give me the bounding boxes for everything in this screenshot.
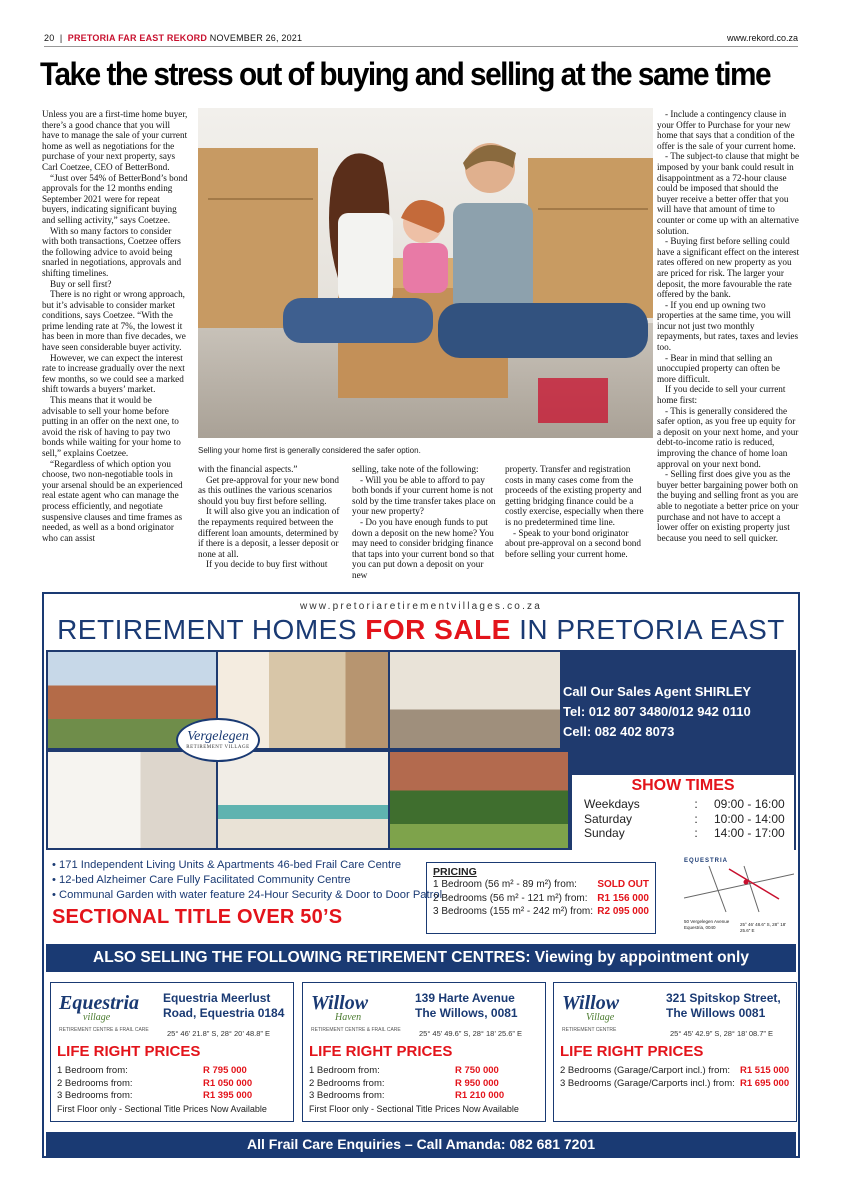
price-label: 1 Bedroom from: xyxy=(309,1065,380,1076)
page-number: 20 xyxy=(44,33,55,43)
show-times-table xyxy=(584,797,785,841)
centre-address: 321 Spitskop Street, The Willows 0081 xyxy=(666,991,781,1020)
article-paragraph: - Bear in mind that selling an unoccupied property can often be more difficult. xyxy=(657,352,780,384)
centre-logo: Equestria village RETIREMENT CENTRE & FRAIL CARE xyxy=(59,992,149,1033)
map-graphic xyxy=(684,864,794,914)
price-value: R1 395 000 xyxy=(203,1090,253,1101)
article-paragraph: selling, take note of the following: xyxy=(352,464,479,474)
map-address: 50 Vergelegen Avenue Equestria, 0040 xyxy=(684,919,730,930)
pricing-label: 3 Bedrooms (155 m² - 242 m²) from: xyxy=(433,906,594,917)
article-paragraph: - Will you be able to afford to pay both bonds if your current home is not sold by the time transfer takes place on your new property? xyxy=(352,474,496,517)
sales-telephone[interactable]: Tel: 012 807 3480/012 942 0110 xyxy=(563,704,751,719)
retirement-centre-card xyxy=(302,982,546,1122)
centre-logo: Willow Haven RETIREMENT CENTRE & FRAIL CARE xyxy=(311,992,401,1033)
pricing-row xyxy=(433,905,649,919)
page-header xyxy=(44,30,798,46)
article-paragraph: Buy or sell first? xyxy=(50,278,112,289)
lounge-photo xyxy=(390,652,560,748)
price-label: 1 Bedroom from: xyxy=(57,1065,128,1076)
life-right-price-list xyxy=(560,1065,790,1090)
centre-address: Equestria Meerlust Road, Equestria 0184 xyxy=(163,991,285,1020)
centre-coordinates: 25° 45’ 49.6” S, 28° 18’ 25.6” E xyxy=(419,1029,523,1038)
bedroom-photo xyxy=(218,752,388,848)
pricing-row xyxy=(433,892,649,906)
show-time-row xyxy=(584,812,785,827)
life-right-price-row xyxy=(57,1090,283,1103)
sectional-title-banner: SECTIONAL TITLE OVER 50’S xyxy=(52,906,343,928)
article-paragraph: - Speak to your bond originator about pre-approval on a second bond before selling your current home. xyxy=(505,527,641,559)
article-paragraph: - Include a contingency clause in your Offer to Purchase for your new home that says that a condition of the offer is the sale of your current home. xyxy=(657,109,796,151)
vergelegen-logo: Vergelegen RETIREMENT VILLAGE xyxy=(176,718,260,762)
ad-title: RETIREMENT HOMES FOR SALE IN PRETORIA EAST xyxy=(57,614,785,645)
article-paragraph: Get pre-approval for your new bond as this outlines the various scenarios should you buy first before selling. xyxy=(198,474,339,506)
family-photo-illustration xyxy=(198,108,653,438)
article-paragraph: - Buying first before selling could have a significant effect on the interest rates offered on new property as you are priced for risk. The larger your deposit, the more favourable the rate offered by the bank. xyxy=(657,236,800,300)
sales-cell[interactable]: Cell: 082 402 8073 xyxy=(563,724,675,739)
website-link[interactable]: www.rekord.co.za xyxy=(726,33,798,43)
article-paragraph: It will also give you an indication of the repayments required between the different loan amounts, determined by if there is a deposit, a lesser deposit or none at all. xyxy=(198,506,340,559)
article-column-5 xyxy=(657,109,801,543)
publication-name: PRETORIA FAR EAST REKORD xyxy=(67,33,208,43)
price-label: 2 Bedrooms (Garage/Carport incl.) from: xyxy=(560,1065,731,1076)
show-day: Saturday xyxy=(584,811,633,826)
life-right-price-list xyxy=(57,1065,283,1115)
centre-note: First Floor only - Sectional Title Prices Now Available xyxy=(57,1103,267,1114)
frail-care-banner[interactable]: All Frail Care Enquiries – Call Amanda: 082 681 7201 xyxy=(46,1132,796,1156)
article-column-4 xyxy=(505,464,651,559)
centre-coordinates: 25° 45’ 42.9” S, 28° 18’ 08.7” E xyxy=(670,1029,774,1038)
show-time: 09:00 - 16:00 xyxy=(714,797,785,811)
garden-photo xyxy=(390,752,568,848)
article-photo xyxy=(198,108,653,438)
article-paragraph: - This is generally considered the safer option, as you free up equity for a deposit on your next home, and your debt-to-income ratio is reduced, improving the chance of home loan approval on your next bond. xyxy=(657,405,799,469)
life-right-prices-title: LIFE RIGHT PRICES xyxy=(309,1043,453,1060)
sales-agent: Call Our Sales Agent SHIRLEY xyxy=(563,684,752,699)
life-right-price-row xyxy=(560,1065,790,1078)
article-column-3 xyxy=(352,464,498,581)
show-times-title: SHOW TIMES xyxy=(631,777,735,794)
article-paragraph: However, we can expect the interest rate to increase gradually over the next few months, so we could see a marked shift towards a buyers’ market. xyxy=(42,352,185,395)
article-paragraph: If you decide to buy first without xyxy=(206,559,328,570)
price-value: R 950 000 xyxy=(455,1077,499,1089)
article-paragraph: With so many factors to consider with both transactions, Coetzee offers the following advice to avoid being snarled in negotiations, approvals and shifting timelines. xyxy=(42,225,182,278)
show-time: 14:00 - 17:00 xyxy=(714,826,785,840)
pricing-box xyxy=(426,862,656,934)
show-day: Sunday xyxy=(584,826,625,840)
article-paragraph: If you decide to sell your current home first: xyxy=(657,384,786,406)
feature-item: • 12-bed Alzheimer Care Fully Facilitated Community Centre xyxy=(52,874,351,886)
photo-caption: Selling your home first is generally considered the safer option. xyxy=(198,446,421,455)
life-right-price-row xyxy=(309,1065,535,1078)
feature-item: • Communal Garden with water feature 24-Hour Security & Door to Door Patrol xyxy=(52,889,443,901)
price-label: 3 Bedrooms from: xyxy=(57,1090,133,1101)
centre-address: 139 Harte Avenue The Willows, 0081 xyxy=(415,991,518,1020)
article-paragraph: There is no right or wrong approach, but it’s advisable to consider market conditions, says Coetzee. “With the prime lending rate at 7%, the lowest it has been in more than five decades, we have seen considerable buyer activity. xyxy=(42,289,186,353)
show-time-row xyxy=(584,826,785,841)
price-value: R1 210 000 xyxy=(455,1090,505,1101)
article-column-1 xyxy=(42,109,188,543)
article-paragraph: - Do you have enough funds to put down a deposit on the new home? You may need to consider bridging finance that taps into your current bond so that you can put down a deposit on your new xyxy=(352,516,495,580)
issue-date: NOVEMBER 26, 2021 xyxy=(209,33,303,43)
price-label: 3 Bedrooms (Garage/Carports incl.) from: xyxy=(560,1077,735,1089)
centre-coordinates: 25° 46’ 21.8” S, 28° 20’ 48.8” E xyxy=(167,1029,271,1038)
show-separator: : xyxy=(694,811,698,826)
show-time-row xyxy=(584,797,785,812)
pricing-label: 1 Bedroom (56 m² - 89 m²) from: xyxy=(433,879,577,890)
pricing-label: 2 Bedrooms (56 m² - 121 m²) from: xyxy=(433,892,588,904)
show-times-box xyxy=(572,775,794,850)
bullet-icon: • xyxy=(52,889,60,901)
retirement-advertisement xyxy=(42,592,800,1158)
life-right-price-row xyxy=(309,1078,535,1091)
price-value: R 795 000 xyxy=(203,1065,247,1076)
price-label: 2 Bedrooms from: xyxy=(309,1077,385,1089)
pricing-value: R2 095 000 xyxy=(597,906,649,917)
article-paragraph: - The subject-to clause that might be imposed by your bank could result in disappointment as a 72-hour clause could be imposed that should the buyer receive a better offer that you will have that amount of time to counter or come up with an alternative solution. xyxy=(657,151,800,236)
sales-contact xyxy=(563,682,751,742)
pricing-title: PRICING xyxy=(433,866,477,878)
show-day: Weekdays xyxy=(584,797,640,811)
bullet-icon: • xyxy=(52,859,60,871)
pricing-row xyxy=(433,878,649,892)
article-column-2 xyxy=(198,464,344,570)
pricing-value: R1 156 000 xyxy=(597,892,649,904)
life-right-price-list xyxy=(309,1065,535,1115)
header-left: 20 | PRETORIA FAR EAST REKORD NOVEMBER 26, 2021 xyxy=(44,33,303,43)
header-rule xyxy=(44,46,798,47)
life-right-price-row xyxy=(560,1077,790,1091)
show-separator: : xyxy=(694,797,698,811)
bullet-icon: • xyxy=(52,874,60,886)
article-paragraph: - If you end up owning two properties at the same time, you will incur not just two monthly repayments, but rates, taxes and levies too. xyxy=(657,299,799,353)
price-value: R1 515 000 xyxy=(740,1065,790,1076)
centre-logo: Willow Village RETIREMENT CENTRE xyxy=(562,992,620,1033)
life-right-prices-title: LIFE RIGHT PRICES xyxy=(57,1043,201,1060)
feature-item: • 171 Independent Living Units & Apartments 46-bed Frail Care Centre xyxy=(52,859,402,871)
article-headline: Take the stress out of buying and selling at the same time xyxy=(40,56,771,92)
article-paragraph: “Just over 54% of BetterBond’s bond approvals for the 12 months ending September 2021 were for repeat buyers, indicating significant buying and selling activity,” says Coetzee. xyxy=(42,172,188,225)
location-map xyxy=(684,858,794,940)
bathroom-photo xyxy=(48,752,216,848)
price-label: 2 Bedrooms from: xyxy=(57,1077,133,1089)
life-right-price-row xyxy=(57,1065,283,1078)
article-paragraph: - Selling first does give you as the buyer better bargaining power both on the buying and selling front as you are able to negotiate a better price on your purchase and not have to accept a lower offer on existing property just because you need to sell quicker. xyxy=(657,469,799,543)
map-coordinates: 25° 46’ 48.6” S, 28° 18’ 25.6” E xyxy=(740,922,787,933)
price-value: R1 695 000 xyxy=(740,1077,790,1089)
ad-website[interactable]: www.pretoriaretirementvillages.co.za xyxy=(299,601,543,612)
life-right-prices-title: LIFE RIGHT PRICES xyxy=(560,1043,704,1060)
centre-note: First Floor only - Sectional Title Prices Now Available xyxy=(309,1103,519,1114)
article-paragraph: Unless you are a first-time home buyer, there’s a good chance that you will have to manage the sale of your current home as well as negotiations for the purchase of your next property, says Carl Coetzee, CEO of BetterBond. xyxy=(42,109,188,172)
price-value: R1 050 000 xyxy=(203,1077,253,1089)
show-separator: : xyxy=(694,826,698,840)
show-time: 10:00 - 14:00 xyxy=(714,811,785,826)
map-title: EQUESTRIA xyxy=(684,858,729,864)
article-paragraph: “Regardless of which option you choose, two non-negotiable tools in your arsenal should be an experienced real estate agent who can manage the process efficiently, and negotiate suspensive clauses and time frames as needed, as well as a bond originator who can assist xyxy=(42,458,183,543)
price-value: R 750 000 xyxy=(455,1065,499,1076)
life-right-price-row xyxy=(309,1090,535,1103)
article-paragraph: property. Transfer and registration costs in many cases come from the proceeds of the existing property and getting bridging finance could be a costly exercise, especially when there is no predetermined time line. xyxy=(505,464,644,527)
retirement-centre-card xyxy=(553,982,797,1122)
life-right-price-row xyxy=(57,1078,283,1091)
price-label: 3 Bedrooms from: xyxy=(309,1090,385,1101)
feature-list xyxy=(52,858,442,903)
article-paragraph: with the financial aspects.” xyxy=(198,464,298,474)
pricing-value: SOLD OUT xyxy=(597,879,649,890)
article-paragraph: This means that it would be advisable to sell your home before putting in an offer on the next one, to avoid the risk of having to pay two bonds while waiting for your home to sell,” explains Coetzee. xyxy=(42,395,181,458)
retirement-centre-card xyxy=(50,982,294,1122)
also-selling-banner: ALSO SELLING THE FOLLOWING RETIREMENT CENTRES: Viewing by appointment only xyxy=(46,944,796,972)
